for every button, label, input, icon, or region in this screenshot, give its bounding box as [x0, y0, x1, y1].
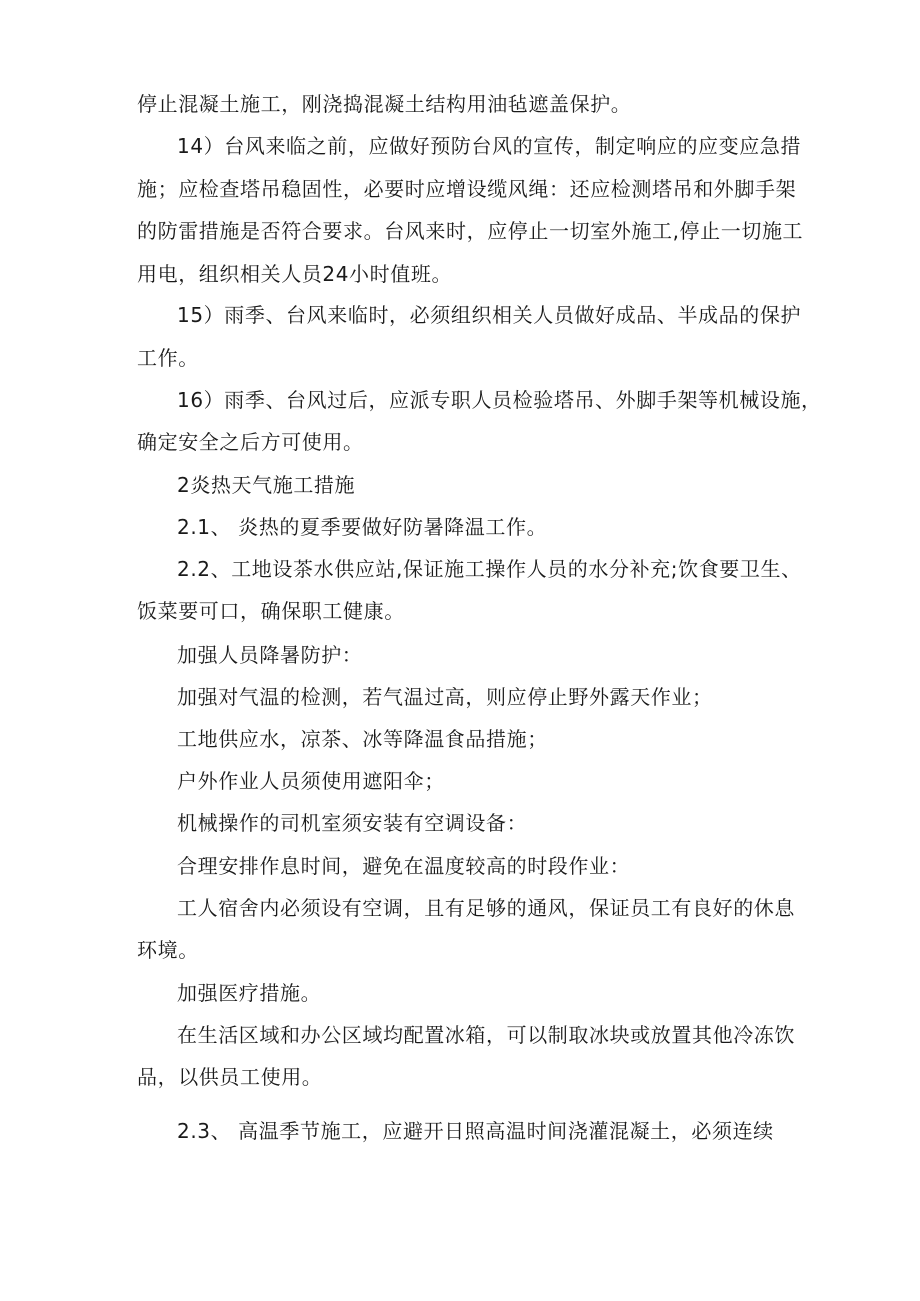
text-line: 加强人员降暑防护： — [177, 643, 363, 667]
text-line: 用电，组织相关人员24小时值班。 — [137, 262, 453, 286]
text-line: 工地供应水，凉茶、冰等降温食品措施； — [177, 727, 548, 751]
text-line: 15）雨季、台风来临时，必须组织相关人员做好成品、半成品的保护 — [177, 303, 802, 327]
text-line: 施；应检查塔吊稳固性，必要时应增设缆风绳：还应检测塔吊和外脚手架 — [137, 177, 797, 201]
text-line: 环境。 — [137, 938, 199, 962]
text-line: 确定安全之后方可使用。 — [137, 430, 364, 454]
text-line: 工人宿舍内必须设有空调，且有足够的通风，保证员工有良好的休息 — [177, 896, 795, 920]
text-line: 加强对气温的检测，若气温过高，则应停止野外露天作业； — [177, 685, 713, 709]
text-line: 品，以供员工使用。 — [137, 1065, 323, 1089]
text-line: 户外作业人员须使用遮阳伞； — [177, 769, 445, 793]
text-line: 的防雷措施是否符合要求。台风来时，应停止一切室外施工,停止一切施工 — [137, 219, 804, 243]
text-line: 合理安排作息时间，避免在温度较高的时段作业： — [177, 854, 631, 878]
text-line: 2.3、 高温季节施工，应避开日照高温时间浇灌混凝土，必须连续 — [177, 1119, 774, 1143]
text-line: 饭菜要可口，确保职工健康。 — [137, 599, 405, 623]
text-line: 2.1、 炎热的夏季要做好防暑降温工作。 — [177, 515, 548, 539]
text-line: 2.2、工地设茶水供应站,保证施工操作人员的水分补充;饮食要卫生、 — [177, 557, 802, 581]
text-line: 加强医疗措施。 — [177, 981, 322, 1005]
section-heading: 2炎热天气施工措施 — [177, 473, 356, 497]
text-line: 停止混凝土施工，刚浇捣混凝土结构用油毡遮盖保护。 — [137, 92, 632, 116]
text-line: 16）雨季、台风过后，应派专职人员检验塔吊、外脚手架等机械设施， — [177, 388, 822, 412]
text-line: 在生活区域和办公区域均配置冰箱，可以制取冰块或放置其他冷冻饮 — [177, 1023, 795, 1047]
text-line: 14）台风来临之前，应做好预防台风的宣传，制定响应的应变应急措 — [177, 134, 802, 158]
text-line: 工作。 — [137, 346, 199, 370]
text-line: 机械操作的司机室须安装有空调设备： — [177, 811, 528, 835]
